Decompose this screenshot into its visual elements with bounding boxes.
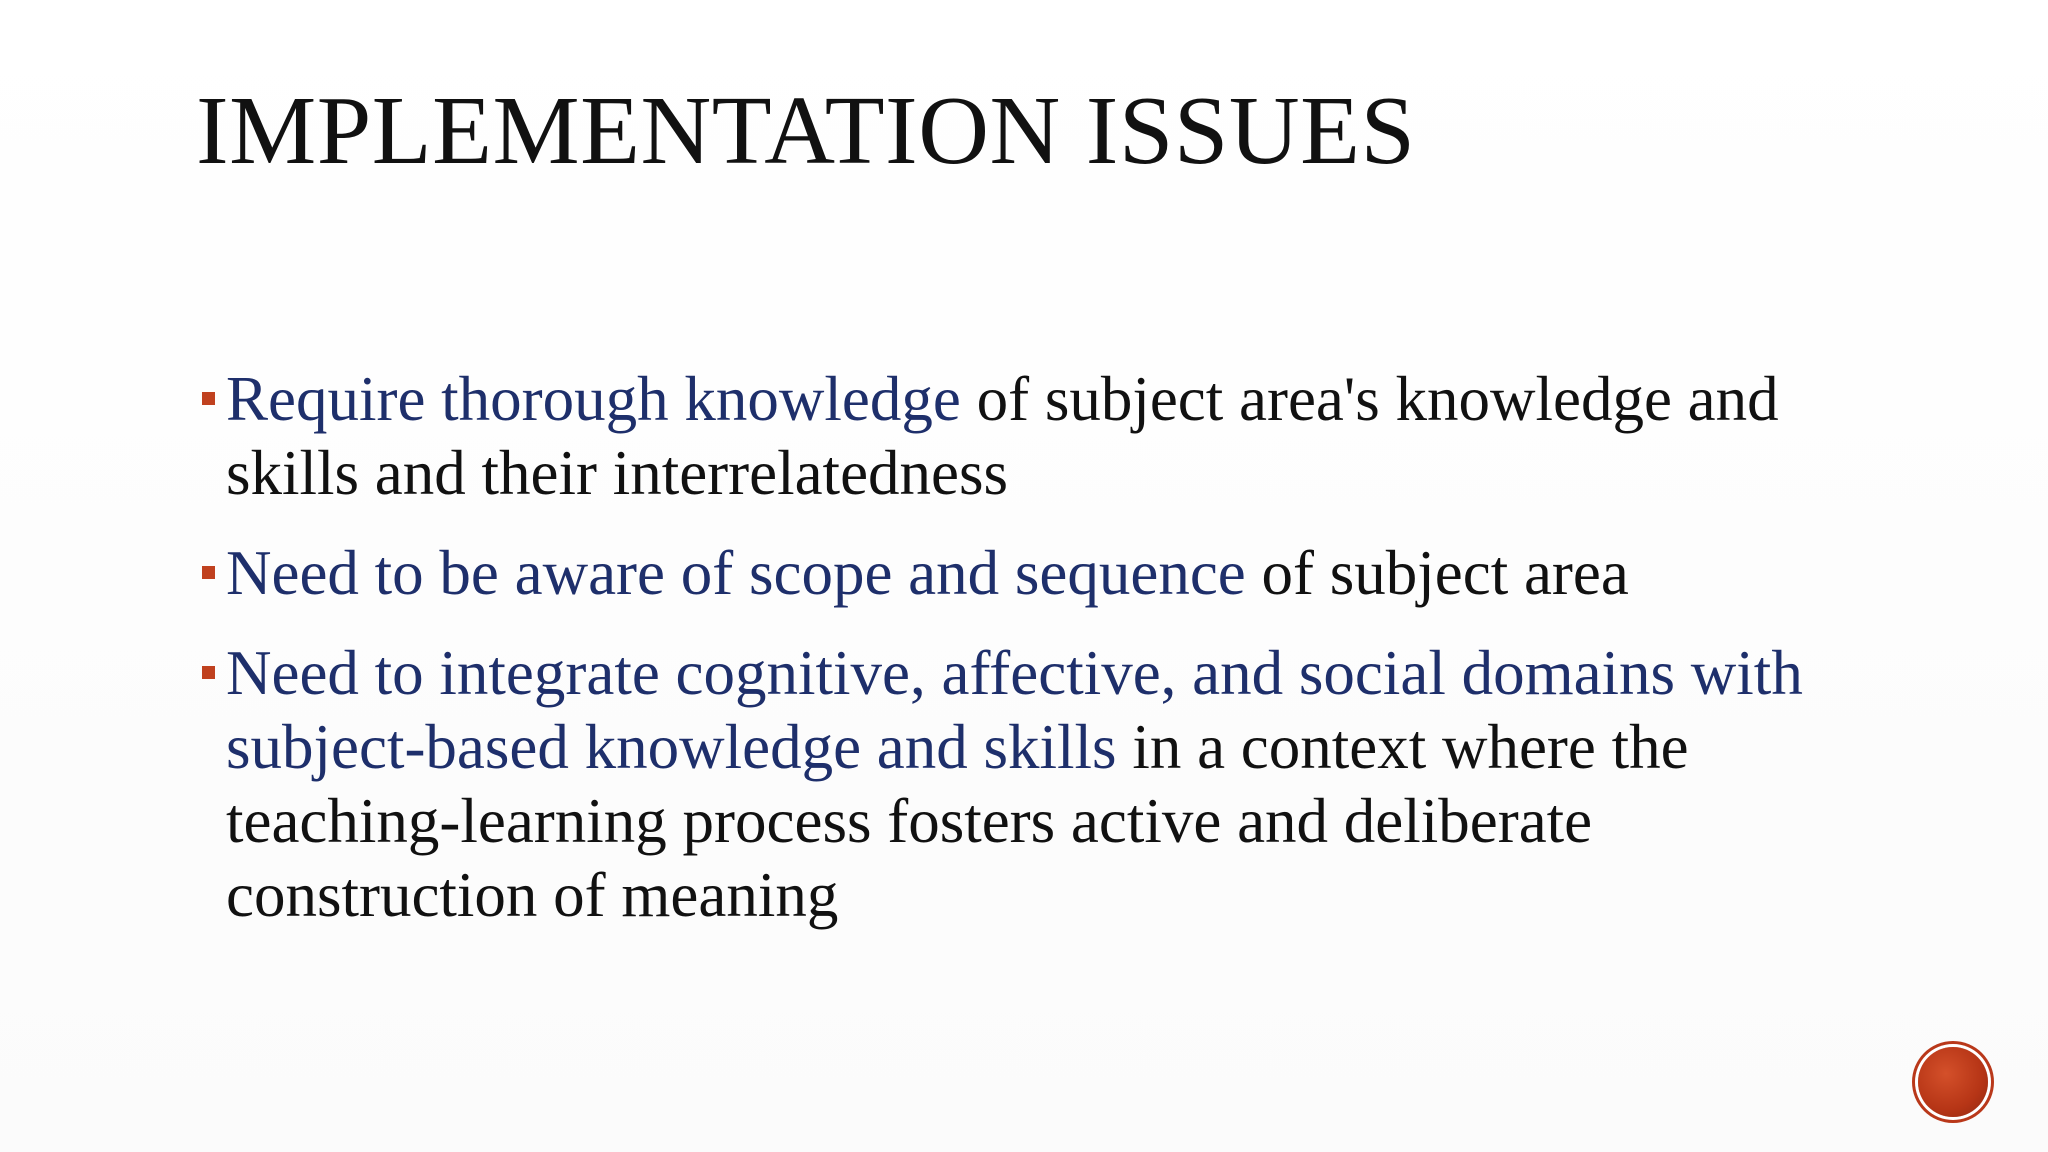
- bullet-item: [196, 362, 1896, 510]
- bullet-highlight-text: Need to be aware of scope and sequence: [226, 538, 1246, 608]
- bullet-item: [196, 636, 1896, 932]
- square-bullet-icon: [202, 392, 215, 405]
- bullet-body-text: of subject area: [1245, 538, 1629, 608]
- bullet-highlight-text: Need to integrate cognitive, affective, and social domains with subject-based knowledge and skills: [226, 638, 1803, 782]
- bullet-body-text: of subject area's knowledge and skills and their interrelatedness: [226, 364, 1779, 508]
- bullet-list: [196, 362, 1896, 958]
- bullet-highlight-text: Require thorough knowledge: [226, 364, 961, 434]
- square-bullet-icon: [202, 566, 215, 579]
- slide-title: IMPLEMENTATION ISSUES: [196, 77, 1416, 185]
- bullet-item: [196, 536, 1896, 610]
- slide-nav-button-icon[interactable]: [1918, 1047, 1988, 1117]
- square-bullet-icon: [202, 666, 215, 679]
- bullet-body-text: in a context where the teaching-learning process fosters active and deliberate construction of meaning: [226, 712, 1689, 930]
